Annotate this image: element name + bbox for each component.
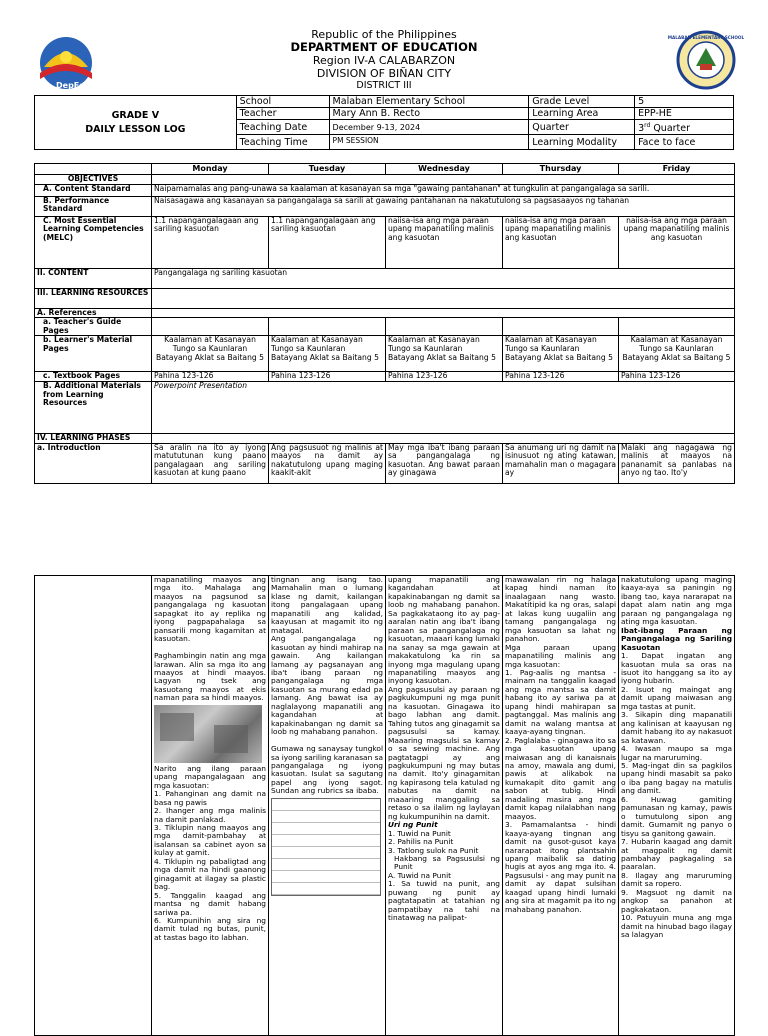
clothing-comparison-image bbox=[154, 705, 262, 763]
department-line: DEPARTMENT OF EDUCATION bbox=[290, 40, 478, 54]
quarter-suffix: rd bbox=[644, 122, 651, 129]
continuation-tuesday bbox=[269, 576, 386, 1036]
mon-step-2: 2. Ihanger ang mga malinis na damit panlakad. bbox=[154, 806, 266, 824]
day-wednesday: Wednesday bbox=[386, 164, 503, 175]
thu-item-2: 2. Paglalaba - ginagawa ito sa mga kasuotan upang maiwasan ang di kanaisnais na amoy, mawala ang dumi, pawis at alikabok na kumakapit dito gamit ang sabon at tubig. Hindi madaling masira ang mga damit kapag nilalabhan nang maayos. bbox=[505, 735, 616, 821]
melc-label: C. Most Essential Learning Competencies (MELC) bbox=[35, 216, 152, 268]
dll-page-2 bbox=[0, 575, 768, 1024]
fri-heading: Ibat-ibang Paraan ng Pangangalaga ng Sariling Kasuotan bbox=[621, 625, 732, 652]
lm-tuesday: Kaalaman at Kasanayan Tungo sa Kaunlaran Batayang Aklat sa Baitang 5 bbox=[269, 336, 386, 372]
melc-tuesday: 1.1 napangangalagaan ang sariling kasuotan bbox=[269, 216, 386, 268]
grade-dll-cell bbox=[35, 96, 237, 150]
objectives-cell bbox=[152, 175, 735, 185]
objectives-label: OBJECTIVES bbox=[35, 175, 152, 185]
teacher-value: Mary Ann B. Recto bbox=[329, 108, 529, 120]
fri-item-7: 7. Hubarin kaagad ang damit at magpalit ng damit pambahay pagkagaling sa paaralan. bbox=[621, 837, 732, 872]
wed-para-1: upang mapanatili ang kagandahan at kapakinabangan ng damit sa loob ng mahabang panahon. Sa pagkakataong ito ay pag-aaralan natin ang iba't ibang paraan sa pangangalaga ng kasuotan, maaari kang lumaki na sanay sa mga gawain at makakatulong ka rin sa inyong mga magulang upang mapanatiling maayos ang inyong kasuotan. bbox=[388, 575, 500, 686]
mon-step-3: 3. Tiklupin nang maayos ang mga damit-pambahay at isalansan sa cabinet ayon sa kulay at gamit. bbox=[154, 822, 266, 858]
lesson-log-table bbox=[34, 163, 735, 484]
intro-thursday: Sa anumang uri ng damit na isinusuot ng ating katawan, mamahalin man o magagara ay bbox=[503, 443, 619, 483]
quarter-number: 3 bbox=[638, 123, 645, 135]
fri-para-1: nakatutulong upang maging kaaya-aya sa paningin ng ibang tao, kaya nararapat na dapat alam natin ang mga paraan ng pangangalaga ng ating mga kasuotan. bbox=[621, 575, 732, 627]
wed-heading-hakbang: Hakbang sa Pagsusulsi ng Punit bbox=[394, 853, 500, 872]
learning-resources-cell bbox=[152, 288, 735, 308]
intro-monday: Sa aralin na ito ay iyong matututunan kung paano pangalagaan ang sariling kasuotan at kung paano bbox=[152, 443, 269, 483]
date-label: Teaching Date bbox=[236, 120, 329, 135]
references-cell bbox=[152, 308, 735, 318]
additional-materials-label: B. Additional Materials from Learning Resources bbox=[35, 381, 152, 433]
school-value: Malaban Elementary School bbox=[329, 96, 529, 108]
time-label: Teaching Time bbox=[236, 135, 329, 150]
republic-line: Republic of the Philippines bbox=[311, 28, 457, 41]
tue-para-1: tingnan ang isang tao. Mamahalin man o lumang klase ng damit, kailangan itong pangalagaan upang mapanatili ang kalidad, kaayusan at magamit ito ng matagal. bbox=[271, 575, 383, 635]
fri-item-1: 1. Dapat ingatan ang kasuotan mula sa oras na isuot ito hanggang sa ito ay iyong hubarin. bbox=[621, 651, 732, 686]
fri-item-2: 2. Isuot ng maingat ang damit upang maiwasan ang mga tastas at punit. bbox=[621, 684, 732, 711]
melc-wednesday: naiisa-isa ang mga paraan upang mapanatiling malinis ang kasuotan bbox=[386, 216, 503, 268]
area-value: EPP-HE bbox=[635, 108, 734, 120]
mon-step-4: 4. Tiklupin ng pabaligtad ang mga damit na hindi gaanong ginagamit at ilagay sa plastic bag. bbox=[154, 856, 266, 892]
district-line: DISTRICT III bbox=[356, 80, 412, 91]
performance-standard: Naisasagawa ang kasanayan sa pangangalaga sa sarili at gawaing pantahanan na nakatutulong sa pagsasaayos ng tahanan bbox=[152, 196, 735, 216]
modality-label: Learning Modality bbox=[529, 135, 635, 150]
content-standard: Naipamamalas ang pang-unawa sa kaalaman at kasanayan sa mga "gawaing pantahanan" at tungkulin at pangangalaga sa sarili. bbox=[152, 184, 735, 196]
intro-friday: Malaki ang nagagawa ng malinis at maayos na pananamit sa panlabas na anyo ng tao. Ito'y bbox=[619, 443, 735, 483]
date-value: December 9-13, 2024 bbox=[329, 120, 529, 135]
tb-thursday: Pahina 123-126 bbox=[503, 372, 619, 382]
wed-uri-3: 3. Tatlong sulok na Punit bbox=[388, 845, 479, 855]
learning-phases-cell bbox=[152, 433, 735, 443]
performance-standard-label: B. Performance Standard bbox=[35, 196, 152, 216]
wed-heading-tuwid: A. Tuwid na Punit bbox=[388, 870, 452, 880]
intro-tuesday: Ang pagsusuot ng malinis at maayos na damit ay nakatutulong upang maging kaakit-akit bbox=[269, 443, 386, 483]
mon-step-1: 1. Pahanginan ang damit na basa ng pawis bbox=[154, 789, 266, 807]
mon-step-6: 6. Kumpunihin ang sira ng damit tulad ng butas, punit, at tastas bago ito labhan. bbox=[154, 915, 266, 942]
tg-tuesday bbox=[269, 318, 386, 336]
learners-material-label: b. Learner's Material Pages bbox=[35, 336, 152, 372]
quarter-label: Quarter bbox=[529, 120, 635, 135]
letterhead bbox=[0, 28, 768, 91]
lm-wednesday: Kaalaman at Kasanayan Tungo sa Kaunlaran Batayang Aklat sa Baitang 5 bbox=[386, 336, 503, 372]
thu-item-1: 1. Pag-aalis ng mantsa - mainam na tanggalin kaagad ang mga mantsa sa damit habang ito ay sariwa pa at upang hindi mahirapan sa pagtanggal. Mas malinis ang damit na walang mantsa at kaaya-ayang tingnan. bbox=[505, 667, 616, 737]
continuation-thursday bbox=[503, 576, 619, 1036]
lm-friday: Kaalaman at Kasanayan Tungo sa Kaunlaran Batayang Aklat sa Baitang 5 bbox=[619, 336, 735, 372]
lesson-log-continuation bbox=[34, 575, 735, 1036]
fri-item-9: 9. Magsuot ng damit na angkop sa panahon at pagkakataon. bbox=[621, 887, 732, 914]
svg-text:DepEd: DepEd bbox=[56, 81, 85, 90]
continuation-wednesday bbox=[386, 576, 503, 1036]
tb-monday: Pahina 123-126 bbox=[152, 372, 269, 382]
quarter-word: Quarter bbox=[650, 123, 691, 135]
tue-para-2: Ang pangangalaga ng kasuotan ay hindi mahirap na gawain. Ang kailangan lamang ay pagsanayan ang iba't ibang paraan ng pangangalaga ng mga kasuotan sa murang edad pa lamang. Ang bawat isa ay naglalayong mapanatili ang kagandahan at kapakinabangan ng damit sa loob ng mahabang panahon. bbox=[271, 634, 383, 737]
introduction-label: a. Introduction bbox=[35, 443, 152, 483]
melc-thursday: naiisa-isa ang mga paraan upang mapanatiling malinis ang kasuotan bbox=[503, 216, 619, 268]
thu-para-2: Mga paraan upang mapanatiling malinis ang mga kasuotan: bbox=[505, 642, 616, 669]
mon-para-3: Narito ang ilang paraan upang mapangalagaan ang mga kasuotan: bbox=[154, 763, 266, 790]
tb-friday: Pahina 123-126 bbox=[619, 372, 735, 382]
info-table bbox=[34, 95, 734, 150]
modality-value: Face to face bbox=[635, 135, 734, 150]
day-friday: Friday bbox=[619, 164, 735, 175]
day-tuesday: Tuesday bbox=[269, 164, 386, 175]
wed-heading-uri: Uri ng Punit bbox=[388, 820, 438, 830]
page-gap bbox=[0, 548, 768, 575]
grade-level-label: Grade Level bbox=[529, 96, 635, 108]
references-label: A. References bbox=[35, 308, 152, 318]
tb-wednesday: Pahina 123-126 bbox=[386, 372, 503, 382]
phase-label-cell bbox=[35, 576, 152, 1036]
melc-friday: naiisa-isa ang mga paraan upang mapanatiling malinis ang kasuotan bbox=[619, 216, 735, 268]
tb-tuesday: Pahina 123-126 bbox=[269, 372, 386, 382]
fri-item-8: 8. Ilagay ang maruruming damit sa ropero. bbox=[621, 870, 732, 889]
content-standard-label: A. Content Standard bbox=[35, 184, 152, 196]
quarter-value bbox=[635, 120, 734, 135]
content-value: Pangangalaga ng sariling kasuotan bbox=[152, 268, 735, 288]
wed-uri-2: 2. Pahilis na Punit bbox=[388, 837, 454, 847]
corner-cell bbox=[35, 164, 152, 175]
tg-thursday bbox=[503, 318, 619, 336]
region-line: Region IV-A CALABARZON bbox=[312, 54, 456, 67]
fri-item-4: 4. Iwasan maupo sa mga lugar na maruruming. bbox=[621, 744, 732, 762]
fri-item-6: 6. Huwag gamiting pamunasan ng kamay, pawis o tumutulong sipon ang damit. Gumamit ng panyo o tisyu sa ganitong gawain. bbox=[621, 794, 732, 838]
mon-para-2: Paghambingin natin ang mga larawan. Alin sa mga ito ang maayos at hindi maayos. Lagyan ng tsek ang kasuotang maayos at ekis naman para sa hindi maayos. bbox=[154, 651, 266, 703]
teachers-guide-label: a. Teacher's Guide Pages bbox=[35, 318, 152, 336]
day-monday: Monday bbox=[152, 164, 269, 175]
mon-step-5: 5. Tanggalin kaagad ang mantsa ng damit habang sariwa pa. bbox=[154, 890, 266, 917]
learning-phases-label: IV. LEARNING PHASES bbox=[35, 433, 152, 443]
fri-item-5: 5. Mag-ingat din sa pagkilos upang hindi masabit sa pako o iba pang bagay na matulis ang damit. bbox=[621, 760, 732, 796]
rubric-table-image bbox=[271, 798, 381, 896]
school-label: School bbox=[236, 96, 329, 108]
division-line: DIVISION OF BIÑAN CITY bbox=[316, 67, 452, 80]
svg-text:MALABAN ELEMENTARY SCHOOL: MALABAN ELEMENTARY SCHOOL bbox=[667, 35, 745, 40]
content-label: II. CONTENT bbox=[35, 268, 152, 288]
area-label: Learning Area bbox=[529, 108, 635, 120]
fri-item-3: 3. Sikapin ding mapanatili ang kalinisan at kaayusan ng damit habang ito ay nakasuot sa katawan. bbox=[621, 710, 732, 745]
tg-monday bbox=[152, 318, 269, 336]
lm-thursday: Kaalaman at Kasanayan Tungo sa Kaunlaran Batayang Aklat sa Baitang 5 bbox=[503, 336, 619, 372]
time-value: PM SESSION bbox=[329, 135, 529, 150]
tg-friday bbox=[619, 318, 735, 336]
textbook-pages-label: c. Textbook Pages bbox=[35, 372, 152, 382]
continuation-friday bbox=[619, 576, 735, 1036]
continuation-monday bbox=[152, 576, 269, 1036]
day-thursday: Thursday bbox=[503, 164, 619, 175]
mon-para-1: mapanatiling maayos ang mga ito. Mahalaga ang maayos na pagsunod sa pangangalaga ng kasuotan sapagkat ito ay replika ng iyong pagpapahalaga sa pansarili mong kagamitan at kasuotan. bbox=[154, 575, 266, 644]
lm-monday: Kaalaman at Kasanayan Tungo sa Kaunlaran Batayang Aklat sa Baitang 5 bbox=[152, 336, 269, 372]
wed-para-2: Ang pagsusulsi ay paraan ng pagkukumpuni ng mga punit na kasuotan. Ginagawa ito bago labhan ang damit. Tahing tutos ang ginagamit sa pagsusulsi sa kamay. Maaaring magsulsi sa kamay o sa sewing machine. Ang pagtatagpi ay ang pagkukumpuni ng may butas na damit. Ito'y ginagamitan ng kapirasong tela katulad ng nabutas na damit na maaaring manggaling sa retaso o sa ilalim ng laylayan ng kukumpunihin na damit. bbox=[388, 684, 500, 821]
grade-label: GRADE V bbox=[111, 109, 160, 121]
learning-resources-label: III. LEARNING RESOURCES bbox=[35, 288, 152, 308]
tue-para-3: Gumawa ng sanaysay tungkol sa iyong sariling karanasan sa pangangalaga ng iyong kasuotan. Isulat sa sagutang papel ang iyong sagot. Sundan ang rubrics sa ibaba. bbox=[271, 744, 383, 796]
fri-item-10: 10. Patuyuin muna ang mga damit na hinubad bago ilagay sa lalagyan bbox=[621, 913, 732, 940]
melc-monday: 1.1 napangangalagaan ang sariling kasuotan bbox=[152, 216, 269, 268]
intro-wednesday: May mga iba't ibang paraan sa pangangalaga ng kasuotan. Ang bawat paraan ay ginagawa bbox=[386, 443, 503, 483]
teacher-label: Teacher bbox=[236, 108, 329, 120]
thu-para-1: mawawalan rin ng halaga kapag hindi naman ito inaalagaan nang wasto. Makatitipid ka ng oras, salapi at lakas kung uugaliin ang tamang pangangalaga ng mga kasuotan sa lahat ng panahon. bbox=[505, 575, 616, 644]
wed-uri-1: 1. Tuwid na Punit bbox=[388, 828, 451, 838]
wed-step-1: 1. Sa tuwid na punit, ang puwang ng punit ay pagtatapatin at tatahian ng pampatibay na tahi na tinatawag na palipat- bbox=[388, 879, 500, 923]
thu-item-3: 3. Pamamalantsa - hindi kaaya-ayang tingnan ang damit na gusot-gusot kaya nararapat itong plantsahin upang maibalik sa dating hugis at ayos ang mga ito. 4. Pagsusulsi - ang may punit na damit ay dapat sulsihan kaagad upang hindi lumaki ang sira at magamit pa ito ng mahabang panahon. bbox=[505, 820, 617, 914]
grade-level-value: 5 bbox=[635, 96, 734, 108]
dll-label: DAILY LESSON LOG bbox=[85, 123, 186, 135]
additional-materials: Powerpoint Presentation bbox=[152, 381, 735, 433]
tg-wednesday bbox=[386, 318, 503, 336]
